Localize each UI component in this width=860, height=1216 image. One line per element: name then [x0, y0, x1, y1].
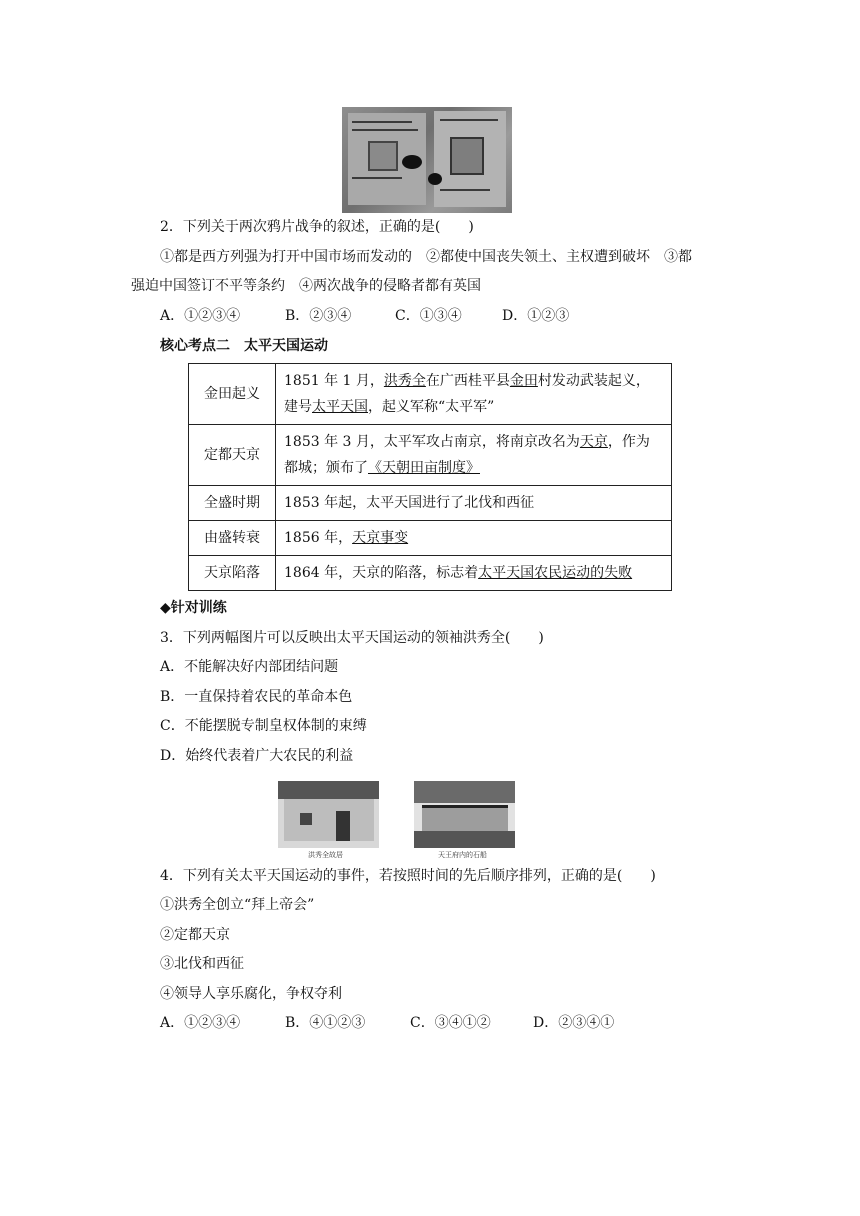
- q4-option-c[interactable]: C．③④①②: [410, 1015, 491, 1031]
- section-title: 核心考点二 太平天国运动: [160, 338, 328, 354]
- q3-option-a[interactable]: A．不能解决好内部团结问题: [160, 659, 339, 675]
- q4-item-2: ②定都天京: [160, 927, 230, 943]
- q3-option-d[interactable]: D．始终代表着广大农民的利益: [160, 748, 354, 764]
- q3-option-b[interactable]: B．一直保持着农民的革命本色: [160, 689, 353, 705]
- q2-option-c[interactable]: C．①③④: [395, 308, 462, 324]
- table-row: [189, 556, 672, 591]
- q2-line2: 强迫中国签订不平等条约 ④两次战争的侵略者都有英国: [131, 278, 481, 294]
- table-row: [189, 425, 672, 486]
- q4-option-b[interactable]: B．④①②③: [285, 1015, 366, 1031]
- seal-stamp-icon: [450, 137, 484, 175]
- former-residence-photo: [278, 781, 379, 848]
- q3-option-c[interactable]: C．不能摆脱专制皇权体制的束缚: [160, 718, 367, 734]
- row-value: 1864 年，天京的陷落，标志着太平天国农民运动的失败: [276, 556, 672, 591]
- taiping-facts-table: [188, 363, 672, 591]
- row-key: 天京陷落: [189, 556, 276, 591]
- table-row: [189, 486, 672, 521]
- row-value: 1856 年，天京事变: [276, 521, 672, 556]
- row-key: 定都天京: [189, 425, 276, 486]
- row-key: 由盛转衰: [189, 521, 276, 556]
- q2-line1: ①都是西方列强为打开中国市场而发动的 ②都使中国丧失领土、主权遭到破坏 ③都: [160, 249, 692, 265]
- table-row: [189, 364, 672, 425]
- table-row: [189, 521, 672, 556]
- q2-option-d[interactable]: D．①②③: [502, 308, 570, 324]
- q4-option-d[interactable]: D．②③④①: [533, 1015, 615, 1031]
- q2-stem: 2．下列关于两次鸦片战争的叙述，正确的是( ): [160, 219, 474, 235]
- row-key: 全盛时期: [189, 486, 276, 521]
- wax-seal-icon: [428, 173, 442, 185]
- q2-option-a[interactable]: A．①②③④: [160, 308, 241, 324]
- treaty-document-photo: [342, 107, 512, 213]
- photo-caption: 天王府内的石船: [438, 851, 487, 859]
- q4-option-a[interactable]: A．①②③④: [160, 1015, 241, 1031]
- wax-seal-icon: [402, 155, 422, 169]
- row-value: 1851 年 1 月，洪秀全在广西桂平县金田村发动武装起义， 建号太平天国，起义军称“太平军”: [276, 364, 672, 425]
- q4-stem: 4．下列有关太平天国运动的事件，若按照时间的先后顺序排列，正确的是( ): [160, 868, 656, 884]
- row-key: 金田起义: [189, 364, 276, 425]
- photo-caption: 洪秀全故居: [308, 851, 343, 859]
- seal-stamp-icon: [368, 141, 398, 171]
- row-value: 1853 年 3 月，太平军攻占南京，将南京改名为天京，作为 都城；颁布了《天朝田亩制度》: [276, 425, 672, 486]
- q3-stem: 3．下列两幅图片可以反映出太平天国运动的领袖洪秀全( ): [160, 630, 544, 646]
- q4-item-1: ①洪秀全创立“拜上帝会”: [160, 897, 315, 913]
- row-value: 1853 年起，太平天国进行了北伐和西征: [276, 486, 672, 521]
- q2-option-b[interactable]: B．②③④: [285, 308, 352, 324]
- stone-boat-photo: [414, 781, 515, 848]
- practice-title: ◆针对训练: [160, 600, 227, 616]
- q4-item-3: ③北伐和西征: [160, 956, 244, 972]
- q4-item-4: ④领导人享乐腐化，争权夺利: [160, 986, 342, 1002]
